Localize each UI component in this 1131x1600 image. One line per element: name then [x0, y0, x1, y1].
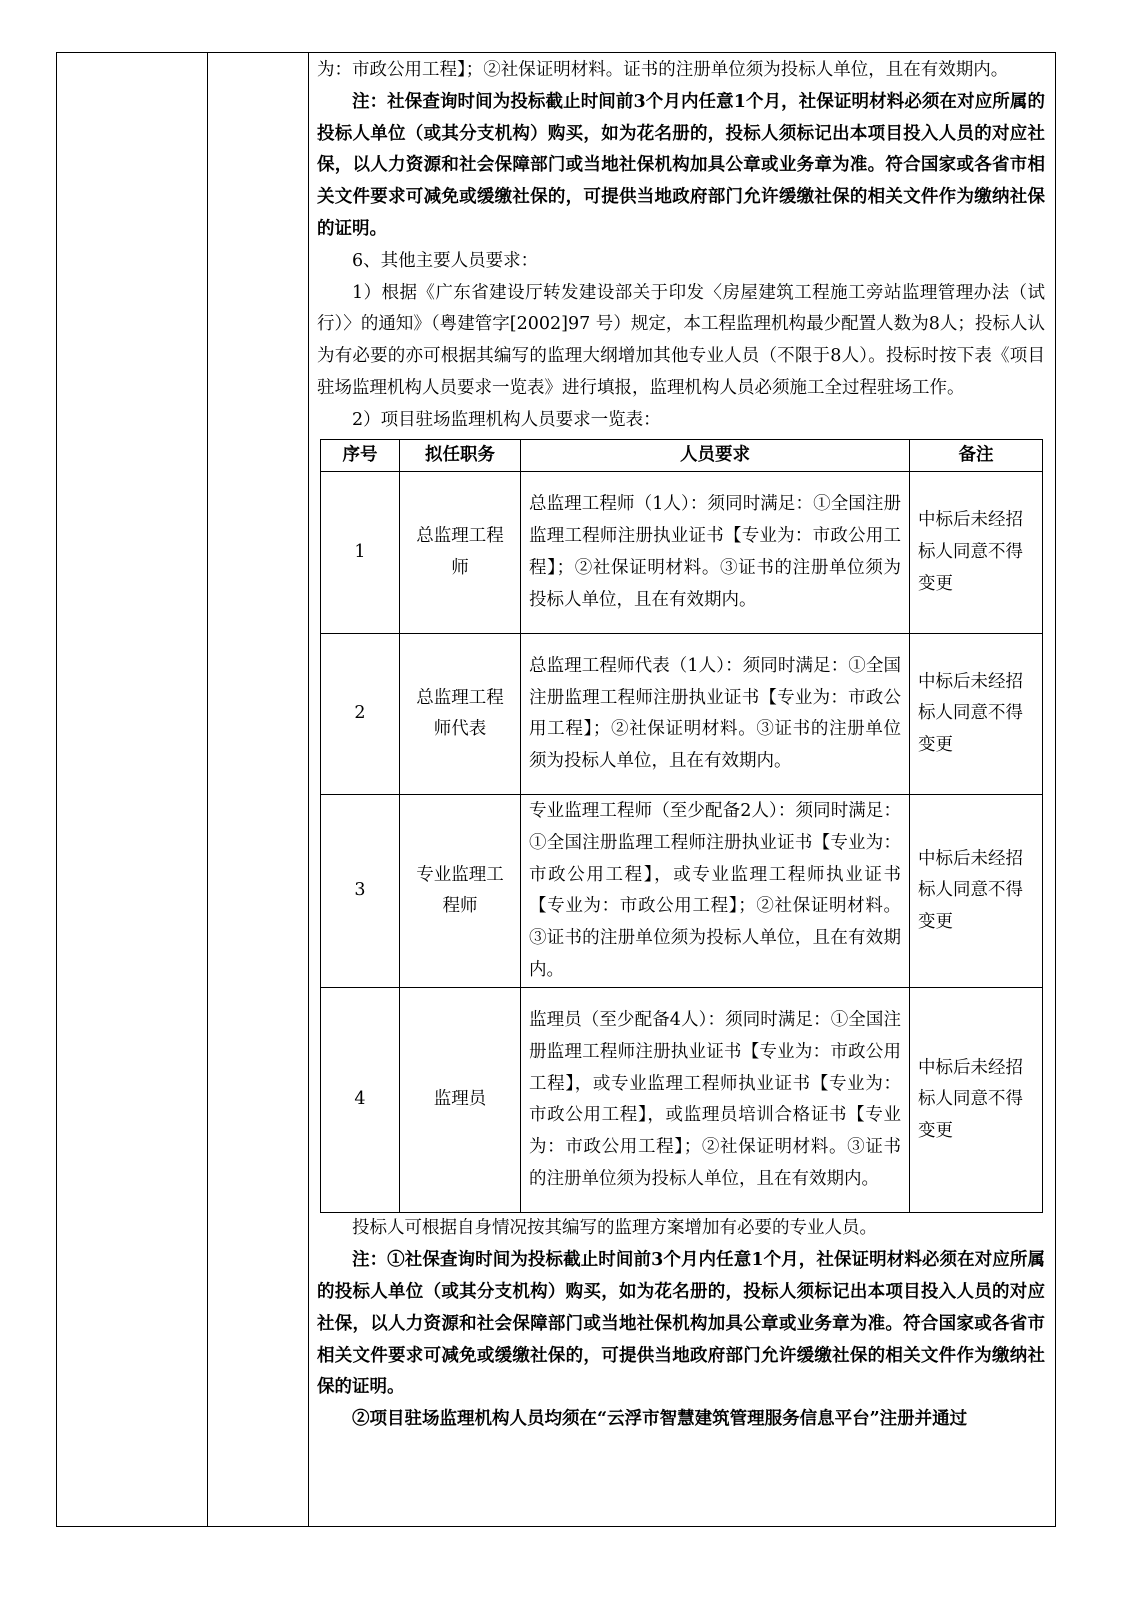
cell-role: 监理员: [400, 988, 521, 1213]
table-row: [321, 988, 1043, 1213]
paragraph: 1）根据《广东省建设厅转发建设部关于印发〈房屋建筑工程施工旁站监理管理办法（试行）〉的通知》（粤建管字[2002]97 号）规定，本工程监理机构最少配置人数为8人；投标人认为有必要的亦可根据其编写的监理大纲增加其他专业人员（不限于8人）。投标时按下表《项目驻场监理机构人员要求一览表》进行填报，监理机构人员必须施工全过程驻场工作。: [317, 282, 1045, 398]
table-row: [321, 795, 1043, 988]
page-frame: [56, 52, 1056, 1527]
top-paragraphs: [317, 55, 1045, 437]
header-role: 拟任职务: [400, 439, 521, 472]
cell-note: 中标后未经招标人同意不得变更: [910, 988, 1043, 1213]
cell-requirement: 总监理工程师（1人）：须同时满足：①全国注册监理工程师注册执业证书【专业为：市政公用工程】；②社保证明材料。③证书的注册单位须为投标人单位，且在有效期内。: [521, 472, 910, 634]
content-cell: [317, 55, 1045, 1436]
bottom-paragraphs: [317, 1213, 1045, 1436]
cell-role: 总监理工程师代表: [400, 634, 521, 795]
header-requirement: 人员要求: [521, 439, 910, 472]
staff-requirements-table: [320, 439, 1043, 1214]
paragraph: 注：社保查询时间为投标截止时间前3个月内任意1个月，社保证明材料必须在对应所属的投标人单位（或其分支机构）购买，如为花名册的，投标人须标记出本项目投入人员的对应社保，以人力资源和社会保障部门或当地社保机构加具公章或业务章为准。符合国家或各省市相关文件要求可减免或缓缴社保的，可提供当地政府部门允许缓缴社保的相关文件作为缴纳社保的证明。: [317, 91, 1045, 239]
paragraph: 为：市政公用工程】；②社保证明材料。证书的注册单位须为投标人单位，且在有效期内。: [317, 60, 1009, 80]
table-header-row: [321, 439, 1043, 472]
cell-note: 中标后未经招标人同意不得变更: [910, 472, 1043, 634]
cell-note: 中标后未经招标人同意不得变更: [910, 634, 1043, 795]
table-row: [321, 472, 1043, 634]
paragraph: ②项目驻场监理机构人员均须在“云浮市智慧建筑管理服务信息平台”注册并通过: [352, 1409, 968, 1430]
table-row: [321, 634, 1043, 795]
cell-requirement: 专业监理工程师（至少配备2人）：须同时满足：①全国注册监理工程师注册执业证书【专业为：市政公用工程】，或专业监理工程师执业证书【专业为：市政公用工程】；②社保证明材料。③证书的注册单位须为投标人单位，且在有效期内。: [521, 795, 910, 988]
table-body: [321, 472, 1043, 1213]
paragraph: 注：①社保查询时间为投标截止时间前3个月内任意1个月，社保证明材料必须在对应所属的投标人单位（或其分支机构）购买，如为花名册的，投标人须标记出本项目投入人员的对应社保，以人力资源和社会保障部门或当地社保机构加具公章或业务章为准。符合国家或各省市相关文件要求可减免或缓缴社保的，可提供当地政府部门允许缓缴社保的相关文件作为缴纳社保的证明。: [317, 1250, 1045, 1398]
cell-no: 3: [321, 795, 400, 988]
cell-requirement: 总监理工程师代表（1人）：须同时满足：①全国注册监理工程师注册执业证书【专业为：市政公用工程】；②社保证明材料。③证书的注册单位须为投标人单位，且在有效期内。: [521, 634, 910, 795]
cell-role: 专业监理工程师: [400, 795, 521, 988]
header-no: 序号: [321, 439, 400, 472]
paragraph: 投标人可根据自身情况按其编写的监理方案增加有必要的专业人员。: [352, 1218, 877, 1239]
cell-no: 4: [321, 988, 400, 1213]
paragraph: 2）项目驻场监理机构人员要求一览表：: [352, 409, 661, 430]
cell-no: 2: [321, 634, 400, 795]
cell-role: 总监理工程师: [400, 472, 521, 634]
cell-no: 1: [321, 472, 400, 634]
cell-requirement: 监理员（至少配备4人）：须同时满足：①全国注册监理工程师注册执业证书【专业为：市政公用工程】，或专业监理工程师执业证书【专业为：市政公用工程】，或监理员培训合格证书【专业为：市政公用工程】；②社保证明材料。③证书的注册单位须为投标人单位，且在有效期内。: [521, 988, 910, 1213]
column-divider-2: [308, 53, 309, 1526]
header-note: 备注: [910, 439, 1043, 472]
column-divider-1: [207, 53, 208, 1526]
cell-note: 中标后未经招标人同意不得变更: [910, 795, 1043, 988]
paragraph: 6、其他主要人员要求：: [352, 250, 539, 271]
